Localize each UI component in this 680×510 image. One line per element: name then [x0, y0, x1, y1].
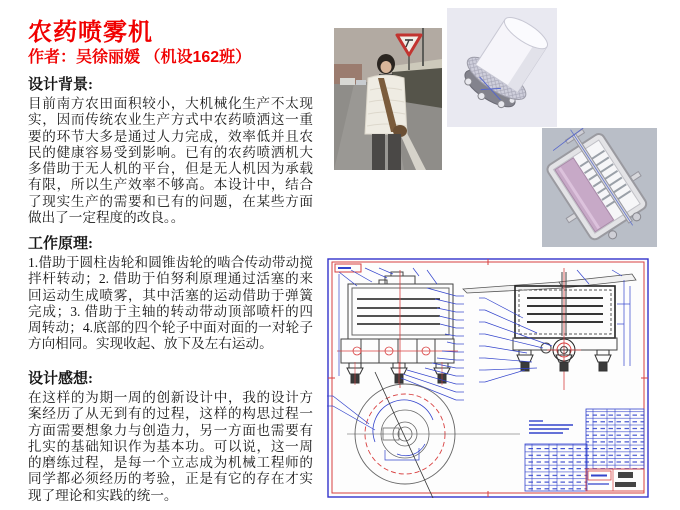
section-heading: 设计感想: [28, 371, 93, 387]
page-title: 农药喷雾机 [28, 19, 153, 46]
section-body: 1.借助于圆柱齿轮和圆锥齿轮的啮合传动带动搅拌杆转动；2. 借助于伯努利原理通过活塞的来回运动生成喷雾，其中活塞的运动借助于弹簧完成；3. 借助于主轴的转动带动顶部喷杆的四周转动；4.底部的四个轮子中面对面的一对轮子方向相同。实现收起、放下及左右运动。 [28, 255, 313, 352]
face [381, 61, 392, 73]
section-heading: 工作原理: [28, 236, 93, 252]
cad-render-svg [447, 8, 557, 127]
parts-table-right [586, 409, 644, 469]
parts-table-left [525, 444, 587, 491]
section-working-principle [28, 232, 313, 353]
distant-vehicle [340, 78, 355, 85]
section-heading: 设计背景: [28, 77, 93, 93]
section-design-background [28, 73, 313, 226]
author-line: 作者：吴徐丽媛 （机设162班） [28, 49, 252, 66]
cad-section-svg [542, 128, 657, 247]
section-body: 目前南方农田面积较小，大机械化生产不太现实，因而传统农业生产方式中农药喷洒这一重要的环节大多是通过人力完成，效率低并且农民的健康容易受到影响。已有的农药喷洒机大多借助于无人机的平台，但是无人机因为承载有限，所以生产效率不够高。本设计中，结合了现实生产的需要和已有的问题，在某些方面做出了一定程度的改良。。 [28, 96, 313, 226]
section-body: 在这样的为期一周的创新设计中，我的设计方案经历了从无到有的过程，这样的构思过程一方面需要想象力与创造力，另一方面也需要有扎实的基础知识作为基本功。可以说，这一周的磨练过程，是每一个立志成为机械工程师的同学都必须经历的考验，正是有它的存在才实现了理论和实践的统一。 [28, 390, 313, 503]
section-design-reflection [28, 367, 313, 504]
pants-right [388, 134, 401, 170]
cad-render-figure [447, 8, 557, 127]
assembly-drawing-svg [327, 258, 649, 498]
pants-left [372, 134, 385, 170]
author-photo [334, 28, 442, 170]
assembly-drawing-figure [327, 258, 649, 498]
cad-section-figure [542, 128, 657, 247]
author-photo-svg [334, 28, 442, 170]
